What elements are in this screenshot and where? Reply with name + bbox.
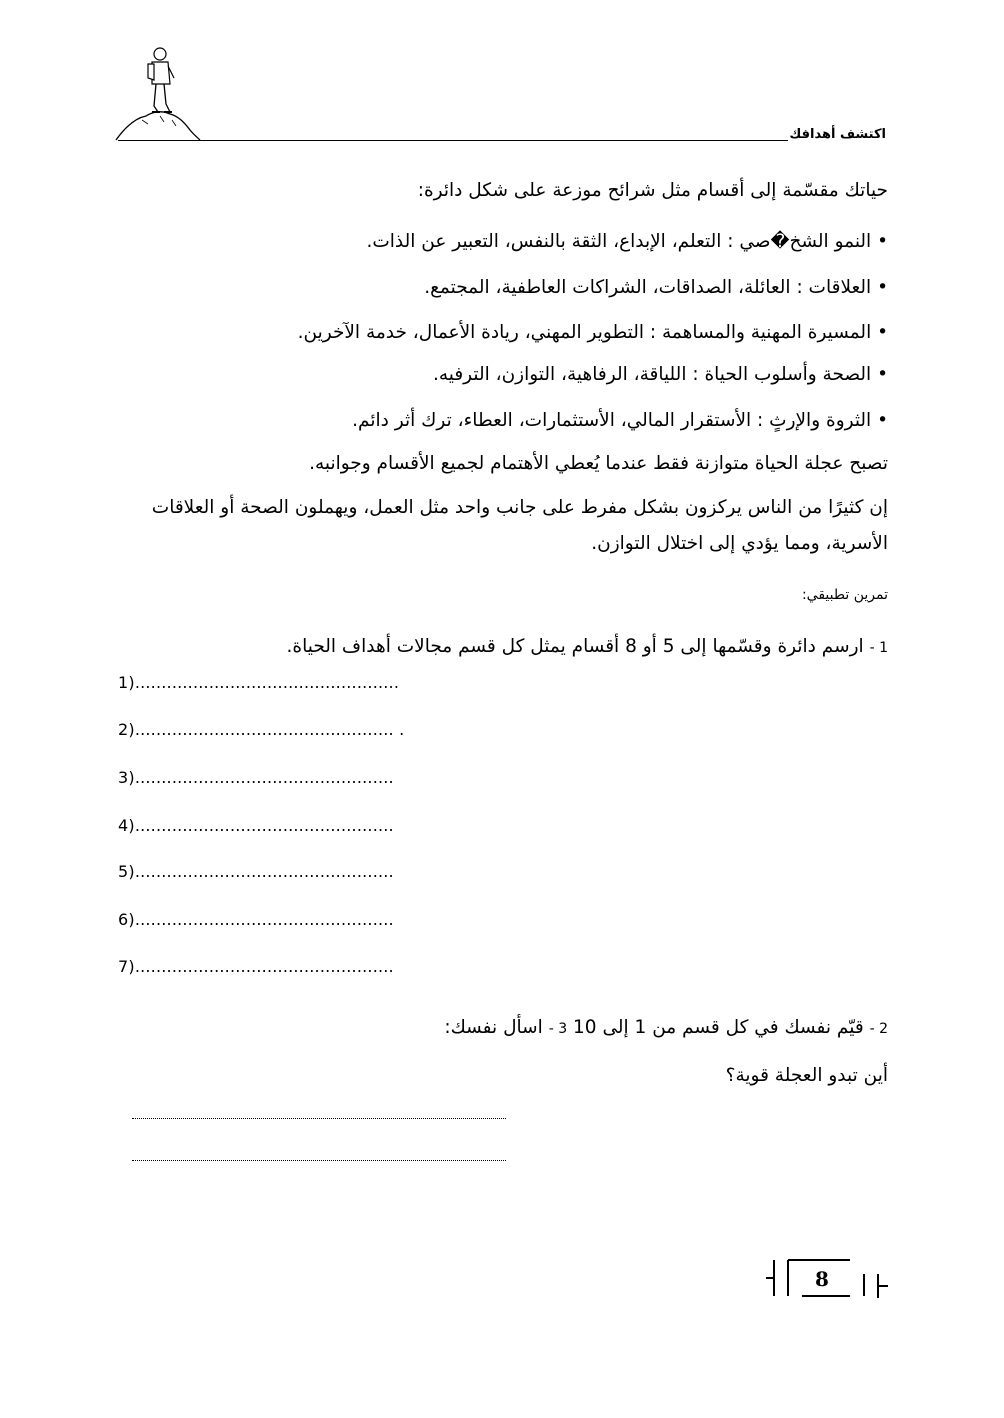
page-number-frame — [760, 1250, 900, 1310]
answer-slot-7[interactable]: 7)................................................. — [118, 957, 394, 976]
exercise-title: تمرين تطبيقي: — [801, 587, 888, 603]
task-3-text: اسأل نفسك: — [444, 1017, 543, 1038]
paragraph-balance: تصبح عجلة الحياة متوازنة فقط عندما يُعطي الأهتمام لجميع الأقسام وجوانبه. — [309, 453, 888, 474]
bullet-health: • الصحة وأسلوب الحياة : اللياقة، الرفاهية، التوازن، الترفيه. — [432, 364, 888, 385]
task-2-3 — [444, 1017, 888, 1038]
intro-text: حياتك مقسّمة إلى أقسام مثل شرائح موزعة على شكل دائرة: — [417, 180, 888, 201]
answer-line-2[interactable] — [132, 1160, 506, 1161]
header-title: اكتشف أهدافك — [789, 127, 886, 142]
page-header — [0, 0, 1004, 150]
task-2-number: 2 - — [869, 1021, 888, 1037]
header-divider — [118, 140, 788, 141]
paragraph-imbalance: إن كثيرًا من الناس يركزون بشكل مفرط على جانب واحد مثل العمل، ويهملون الصحة أو العلاقات الأسرية، ومما يؤدي إلى اختلال التوازن. — [151, 497, 888, 554]
bullet-wealth: • الثروة والإرثٍ : الأستقرار المالي، الأستثمارات، العطاء، ترك أثر دائم. — [352, 410, 888, 431]
question-wheel-strong: أين تبدو العجلة قوية؟ — [725, 1065, 888, 1086]
bullet-personal-growth: • النمو الشخ�صي : التعلم، الإبداع، الثقة بالنفس، التعبير عن الذات. — [366, 231, 888, 252]
page-number: 8 — [815, 1267, 829, 1291]
hiker-on-rock-icon — [112, 40, 202, 145]
task-1-number: 1 - — [869, 640, 888, 656]
answer-line-1[interactable] — [132, 1118, 506, 1119]
task-1 — [287, 636, 888, 657]
answer-slot-3[interactable]: 3)................................................. — [118, 768, 394, 787]
answer-slot-2[interactable]: 2)................................................. . — [118, 720, 405, 739]
task-1-text: ارسم دائرة وقسّمها إلى 5 أو 8 أقسام يمثل كل قسم مجالات أهداف الحياة. — [286, 636, 864, 657]
answer-slot-5[interactable]: 5)................................................. — [118, 862, 394, 881]
answer-slot-4[interactable]: 4)................................................. — [118, 816, 394, 835]
bullet-career: • المسيرة المهنية والمساهمة : التطوير المهني، ريادة الأعمال، خدمة الآخرين. — [297, 322, 888, 343]
answer-slot-6[interactable]: 6)................................................. — [118, 910, 394, 929]
bullet-relationships: • العلاقات : العائلة، الصداقات، الشراكات العاطفية، المجتمع. — [424, 277, 888, 298]
task-2-text: قيّم نفسك في كل قسم من 1 إلى 10 — [573, 1017, 864, 1038]
answer-slot-1[interactable]: 1).................................................. — [118, 673, 400, 692]
task-3-number: 3 - — [548, 1021, 568, 1037]
